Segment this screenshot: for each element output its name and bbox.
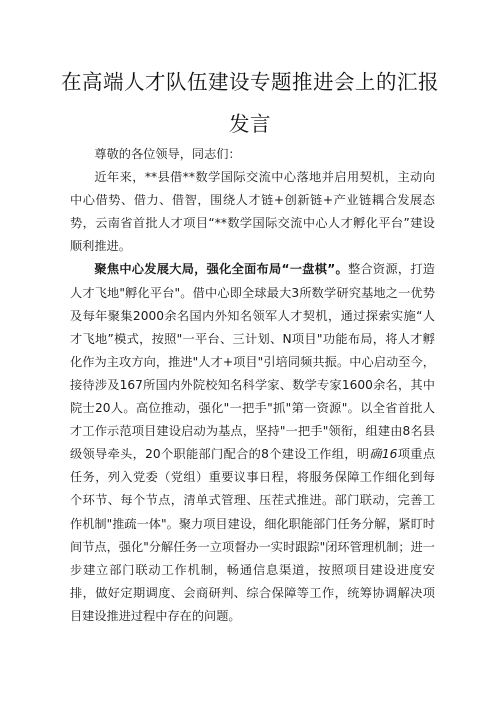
- paragraph-2-text-b: 借中心即全球最大3所数学研究基地之一优势及每年聚集2000余名国内外知名领军人才契机，通过探索实施“人才飞地”模式，按照"一平台、三计划、N项目"功能布局，将人才孵化作为主攻方向，推进"人才+项目"引培同频共振。中心启动至今，接待涉及167所国内外院校知名科学家、数学专家1600余名，其中院士20人。: [70, 285, 435, 416]
- salutation: 尊敬的各位领导，同志们：: [94, 147, 241, 161]
- paragraph-2-text-h: 聚力项目建设，细化职能部门任务分解，紧盯时间节点，强化"分解任务一立项督办一实时跟踪"闭环管理机制；进一步建立部门联动工作机制，畅通信息渠道，按照项目建设进度安排，做好定期调度、会商研判、综合保障等工作，统筹协调解决项目建设推进过程中存在的问题。: [70, 516, 435, 623]
- paragraph-1: 近年来，**县借**数学国际交流中心落地并启用契机，主动向中心借势、借力、借智，围绕人才链+创新链+产业链耦合发展态势，云南省首批人才项目“**数学国际交流中心人才孵化平台”建设顺利推进。: [70, 170, 435, 254]
- paragraph-2-sub-g: 部门联动，完善工作机制"推疏一体"。: [70, 493, 436, 531]
- document-title: 在高端人才队伍建设专题推进会上的汇报发言: [61, 70, 439, 136]
- paragraph-2-text-e: 确16: [369, 447, 398, 462]
- paragraph-2-text-f: 项重点任务，列入党委（党组）重要议事日程，将服务保障工作细化到每个环节、每个节点，清单式管理、压茬式推进。: [70, 447, 436, 508]
- paragraph-2-sub-a: 整合资源，打造人才飞地"孵化平台"。: [70, 262, 435, 300]
- paragraph-2-sub-c: 高位推动，强化"一把手"抓"第一资源"。: [135, 401, 361, 416]
- paragraph-2-heading: 聚焦中心发展大局，强化全面布局“一盘棋”。: [94, 262, 348, 277]
- document-body: [70, 143, 435, 628]
- paragraph-2-text-d: 以全省首批人才工作示范项目建设启动为基点，坚持"一把手"领衔，组建由8名县级领导牵头，20个职能部门配合的8个建设工作组，明: [70, 401, 436, 462]
- paragraph-2: [70, 258, 435, 628]
